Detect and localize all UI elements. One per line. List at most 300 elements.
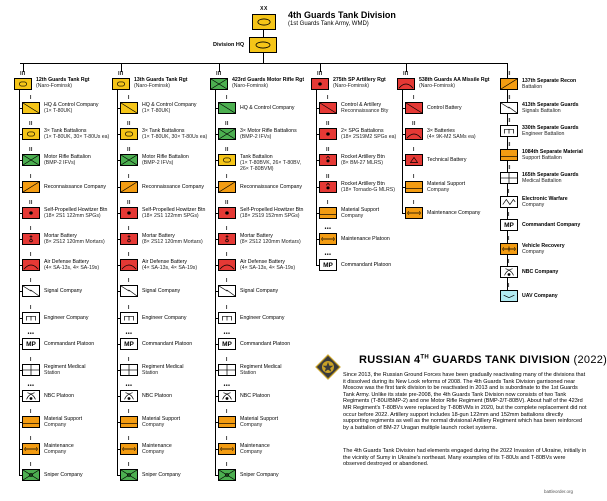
unit-label [240, 315, 284, 321]
unit-symbol-echelon: I [128, 173, 130, 180]
unit-label [427, 128, 476, 140]
unit-symbol-echelon: I [226, 409, 228, 416]
separate-unit-symbol-echelon: I [508, 235, 510, 242]
regiment-title-line1: 538th Guards AA Missile Rgt [419, 77, 490, 83]
separate-unit-label-line2: Company [522, 248, 545, 255]
regiment-title [419, 77, 490, 89]
separate-unit-symbol-echelon: II [507, 94, 511, 101]
unit-label [44, 443, 74, 455]
unit-symbol-echelon: I [128, 304, 130, 311]
regiment-symbol [210, 78, 228, 90]
unit-label [44, 154, 91, 166]
separate-unit-label-line1: NBC Company [522, 269, 559, 275]
unit-label [240, 184, 302, 190]
division-hq-symbol [249, 37, 277, 53]
separate-unit-label [522, 196, 568, 208]
unit-label [44, 393, 74, 399]
separate-unit-label [522, 149, 583, 161]
separate-unit-label-line1: 330th Separate Guards [522, 125, 579, 131]
unit-label-line2: (1× T-80UK, 30× T-80Us ea) [142, 134, 208, 141]
unit-symbol-echelon: ••• [223, 330, 231, 337]
regiment-trunk [215, 90, 216, 475]
regiment-symbol-echelon: III [216, 71, 222, 77]
unit-symbol-echelon: II [225, 147, 229, 154]
unit-label-line2: Station [44, 370, 61, 376]
unit-symbol-echelon: ••• [223, 383, 231, 390]
unit-label-line1: Engineer Company [142, 314, 187, 321]
unit-symbol-echelon: I [30, 357, 32, 363]
unit-label [142, 259, 197, 271]
unit-label-line2: Company [341, 212, 364, 219]
unit-symbol-echelon: II [326, 121, 330, 128]
unit-symbol [405, 207, 423, 219]
unit-label [240, 364, 282, 376]
unit-label-line1: Commandant Platoon [44, 340, 95, 347]
unit-label [44, 233, 105, 245]
unit-symbol [120, 181, 138, 193]
unit-label [341, 154, 385, 166]
separate-unit-label-line1: Commandant Company [522, 222, 581, 228]
regiment-trunk [117, 90, 118, 475]
unit-label-line1: Maintenance [44, 442, 74, 449]
division-symbol [252, 14, 276, 30]
regiment-title [36, 77, 90, 89]
unit-symbol-echelon: I [30, 304, 32, 311]
unit-symbol [120, 285, 138, 297]
unit-symbol-echelon: I [30, 95, 32, 101]
unit-label-line1: Regiment Medical [240, 364, 282, 370]
page-subtitle: (1st Guards Tank Army, WMD) [288, 21, 369, 27]
unit-label-line1: Commandant Platoon [142, 340, 193, 347]
unit-label-line1: Sniper Company [142, 471, 181, 478]
unit-symbol-echelon: I [128, 226, 130, 232]
unit-symbol [319, 259, 337, 271]
separate-unit-symbol-echelon: I [508, 188, 510, 195]
regiment-title-line2: (Naro-Fominsk) [232, 83, 269, 89]
unit-label-line1: Tank Battalion [240, 154, 273, 161]
unit-symbol [120, 443, 138, 455]
unit-label-line2: (8× 2S12 120mm Mortars) [142, 239, 203, 245]
unit-symbol [22, 390, 40, 402]
unit-label [142, 315, 186, 321]
unit-symbol [319, 102, 337, 114]
unit-label-line1: 3× Batteries [427, 128, 455, 135]
unit-symbol-echelon: I [30, 435, 32, 442]
unit-label-line1: Maintenance Platoon [341, 236, 390, 242]
unit-symbol [319, 207, 337, 219]
unit-symbol-echelon: I [30, 461, 32, 468]
unit-label [240, 288, 278, 294]
unit-symbol [319, 233, 337, 245]
separate-unit-symbol [500, 243, 518, 255]
unit-label-line1: Material Support [44, 416, 83, 423]
unit-label-line2: Company [427, 186, 450, 193]
unit-label-line1: NBC Platoon [142, 393, 172, 400]
separate-unit-label-line1: Electronic Warfare [522, 195, 568, 202]
unit-symbol [218, 154, 236, 166]
unit-label [142, 288, 180, 294]
unit-label-line2: Company [142, 422, 165, 429]
unit-label [341, 262, 391, 268]
regiment-title-line1: 275th SP Artillery Rgt [333, 77, 386, 83]
unit-symbol-echelon: II [29, 147, 33, 154]
mp-text: MP [222, 340, 232, 348]
unit-label-line2: (8× 2S12 120mm Mortars) [240, 239, 301, 245]
unit-label [341, 207, 379, 219]
separate-unit-label-line2: Support Battalion [522, 154, 562, 161]
info-title: RUSSIAN 4TH GUARDS TANK DIVISION (2022) [359, 354, 607, 366]
separate-unit-symbol-echelon: II [507, 141, 511, 148]
unit-symbol [22, 259, 40, 271]
unit-label-line1: NBC Platoon [44, 393, 74, 400]
unit-label [142, 393, 172, 399]
unit-label-line1: 3× Tank Battalions [44, 128, 87, 135]
unit-symbol-echelon: I [226, 226, 228, 232]
unit-label-line1: Air Defense Battery [142, 259, 187, 266]
separate-unit-symbol-echelon: I [508, 212, 510, 218]
unit-label-line2: (BMP-2 IFVs) [240, 134, 272, 141]
unit-label-line2: Company [44, 422, 67, 429]
unit-label-line1: Material Support [142, 416, 181, 423]
unit-label-line1: Self-Propelled Howitzer Btn [44, 206, 108, 213]
separate-unit-label-line2: Company [522, 201, 545, 208]
unit-symbol [22, 443, 40, 455]
separate-unit-label-line2: Engineer Battalion [522, 131, 565, 137]
unit-symbol-echelon: I [226, 173, 228, 180]
unit-label-line1: Commandant Platoon [240, 340, 291, 347]
unit-symbol-echelon: ••• [324, 226, 332, 232]
regiment-symbol [311, 78, 329, 90]
unit-label-line2: (8× 2S12 120mm Mortars) [44, 239, 105, 245]
separate-unit-label [522, 269, 558, 275]
unit-label-line1: Material Support [427, 180, 466, 187]
unit-symbol-echelon: I [413, 95, 415, 101]
separate-unit-label-line1: 1084th Separate Material [522, 148, 583, 155]
unit-label-line2: Station [240, 370, 257, 376]
separate-unit-label [522, 222, 580, 228]
unit-label-line2: (8× BM-27 MLRS) [341, 160, 383, 167]
unit-symbol [22, 364, 40, 376]
separate-unit-label-line2: Signals Battalion [522, 107, 561, 114]
regiment-symbol-echelon: III [317, 71, 323, 77]
unit-label [427, 210, 480, 216]
unit-symbol-echelon: I [30, 278, 32, 285]
mp-text: MP [323, 262, 333, 270]
unit-symbol-echelon: I [327, 95, 329, 101]
unit-label-line2: Station [142, 370, 159, 376]
separate-unit-symbol [500, 266, 518, 278]
unit-label [44, 184, 106, 190]
unit-symbol [120, 128, 138, 140]
unit-symbol [22, 181, 40, 193]
unit-label [240, 154, 301, 172]
separate-unit-symbol [500, 125, 518, 137]
unit-label [427, 181, 465, 193]
unit-label-line2: Company [240, 448, 263, 455]
unit-symbol [22, 154, 40, 166]
unit-label-line1: Maintenance Company [427, 209, 481, 216]
separate-unit-label [522, 172, 579, 184]
unit-label [142, 364, 184, 376]
unit-label [44, 102, 99, 114]
separate-unit-symbol [500, 196, 518, 208]
division-echelon-mark: XX [260, 6, 268, 12]
unit-label [240, 128, 297, 140]
unit-label-line1: Rocket Artillery Btn [341, 154, 385, 161]
unit-symbol [22, 102, 40, 114]
regiment-title-line2: (Naro-Fominsk) [36, 83, 73, 89]
info-panel [311, 352, 607, 482]
unit-symbol [218, 338, 236, 350]
regiment-title [333, 77, 386, 89]
unit-label [427, 105, 462, 111]
separate-unit-symbol [500, 78, 518, 90]
unit-symbol-echelon: ••• [125, 330, 133, 337]
regiment-symbol-echelon: III [20, 71, 26, 77]
unit-symbol [120, 416, 138, 428]
separate-unit-label [522, 243, 565, 255]
unit-label-line1: Reconnaissance Company [142, 183, 204, 190]
unit-label-line2: (18× 2S1 122mm SPGs) [142, 212, 199, 219]
unit-symbol-echelon: II [29, 199, 33, 206]
unit-label-line2: (1× T-80UK) [44, 108, 73, 114]
unit-label [240, 443, 270, 455]
division-hq-label: Division HQ [213, 42, 245, 48]
separate-unit-symbol [500, 149, 518, 161]
unit-symbol-echelon: I [413, 147, 415, 154]
unit-symbol [120, 338, 138, 350]
unit-label-line1: Technical Battery [427, 157, 467, 164]
separate-unit-label-line2: Battalion [522, 84, 543, 90]
unit-symbol [319, 154, 337, 166]
regiment-title-line1: 13th Guards Tank Rgt [134, 77, 188, 83]
unit-symbol [405, 102, 423, 114]
unit-symbol [120, 154, 138, 166]
regiment-symbol-echelon: III [118, 71, 124, 77]
separate-unit-label-line1: Vehicle Recovery [522, 242, 565, 249]
unit-label [142, 102, 197, 114]
unit-symbol-echelon: II [225, 121, 229, 128]
unit-label-line2: (4× SA-13s, 4× SA-19s) [240, 265, 296, 272]
unit-symbol [22, 312, 40, 324]
unit-label [142, 128, 207, 140]
unit-label-line2: (4× SA-13s, 4× SA-19s) [142, 265, 198, 272]
unit-label-line2: (BMP-2 IFVs) [142, 160, 174, 167]
separate-unit-label-line2: Medical Battalion [522, 178, 562, 184]
unit-label-line2: (18× 2S19M2 SPGs ea) [341, 134, 397, 141]
unit-label-line1: Regiment Medical [44, 364, 86, 370]
unit-symbol [120, 364, 138, 376]
division-insignia-icon [315, 354, 341, 380]
unit-label-line2: (BMP-2 IFVs) [44, 160, 76, 167]
unit-label [44, 207, 107, 219]
unit-label [240, 341, 290, 347]
unit-symbol-echelon: I [30, 252, 32, 259]
unit-symbol-echelon: II [326, 173, 330, 180]
unit-label-line2: (4× 9K-M2 SAMs ea) [427, 134, 476, 141]
unit-label [44, 259, 99, 271]
unit-label [44, 472, 83, 478]
unit-label-line2: (1× T-80UK) [142, 108, 171, 114]
unit-symbol [218, 443, 236, 455]
unit-symbol-echelon: II [127, 147, 131, 154]
mp-text: MP [26, 340, 36, 348]
unit-symbol-echelon: I [128, 95, 130, 101]
separate-unit-label [522, 125, 579, 137]
separate-unit-symbol-echelon: I [508, 259, 510, 265]
unit-label [240, 259, 295, 271]
separate-unit-label-line1: 413th Separate Guards [522, 101, 579, 108]
regiment-symbol [397, 78, 415, 90]
unit-symbol [405, 181, 423, 193]
unit-label-line1: Signal Company [240, 288, 279, 295]
unit-symbol [405, 154, 423, 166]
unit-symbol [218, 312, 236, 324]
unit-symbol [22, 128, 40, 140]
unit-symbol [218, 390, 236, 402]
unit-symbol [218, 233, 236, 245]
unit-label-line2: (18× 2S19 152mm SPGs) [240, 212, 300, 219]
unit-label-line1: Material Support [240, 416, 279, 423]
unit-symbol-echelon: II [127, 121, 131, 128]
connector [263, 30, 264, 37]
unit-symbol-echelon: II [29, 121, 33, 128]
unit-label [142, 154, 189, 166]
separate-unit-symbol-echelon: II [507, 165, 511, 171]
unit-label [341, 236, 390, 242]
regiment-title-line2: (Naro-Fominsk) [419, 83, 456, 89]
unit-symbol-echelon: I [128, 357, 130, 363]
unit-symbol-echelon: ••• [27, 383, 35, 390]
unit-symbol [218, 128, 236, 140]
unit-symbol [120, 259, 138, 271]
unit-symbol-echelon: I [226, 252, 228, 259]
credit-text: battleorder.org [544, 489, 574, 494]
separate-unit-symbol [500, 219, 518, 231]
mp-text: MP [124, 340, 134, 348]
unit-symbol [120, 102, 138, 114]
unit-label-line2: (18× Tornado-G MLRS) [341, 186, 395, 193]
unit-symbol-echelon: I [128, 435, 130, 442]
unit-label [240, 416, 278, 428]
regiment-symbol-echelon: III [403, 71, 409, 77]
unit-label-line1: Control Battery [427, 105, 462, 111]
unit-symbol-echelon: I [30, 173, 32, 180]
unit-label-line1: Self-Propelled Howitzer Btn [142, 206, 206, 213]
unit-symbol [120, 312, 138, 324]
unit-label [142, 341, 192, 347]
unit-label-line1: NBC Platoon [240, 393, 270, 400]
unit-label [142, 233, 203, 245]
separate-unit-symbol [500, 172, 518, 184]
unit-symbol-echelon: I [226, 304, 228, 311]
unit-label-line1: Signal Company [44, 288, 83, 295]
unit-symbol-echelon: I [226, 95, 228, 101]
unit-label-line1: Self-Propelled Howitzer Btn [240, 206, 304, 213]
regiment-title-line2: (Naro-Fominsk) [333, 83, 370, 89]
unit-symbol [120, 469, 138, 481]
unit-label-line1: Mortar Battery [142, 233, 175, 239]
unit-symbol-echelon: ••• [125, 383, 133, 390]
info-paragraph-2: The 4th Guards Tank Division had elements engaged during the 2022 Invasion of Ukraine, initially in the vicinity of Sumy in Ukraine's northeast. Many examples of its T-80Us and T-80BVs were observed destroyed or abandoned. [343, 448, 587, 468]
unit-label-line1: Signal Company [142, 288, 181, 295]
unit-symbol [319, 128, 337, 140]
unit-label [240, 233, 301, 245]
unit-symbol [218, 207, 236, 219]
unit-symbol [120, 233, 138, 245]
unit-symbol [218, 181, 236, 193]
unit-label [341, 181, 395, 193]
unit-symbol [218, 416, 236, 428]
unit-label [44, 288, 82, 294]
unit-symbol-echelon: I [30, 409, 32, 416]
unit-symbol [218, 102, 236, 114]
unit-symbol-echelon: I [226, 278, 228, 285]
unit-symbol [120, 390, 138, 402]
unit-label [142, 443, 172, 455]
unit-symbol-echelon: I [226, 357, 228, 363]
unit-label-line1: Mortar Battery [44, 233, 77, 239]
unit-symbol-echelon: I [128, 409, 130, 416]
unit-label-line3: 26× T-80BVM) [240, 166, 274, 173]
unit-label [427, 157, 467, 163]
unit-symbol [218, 469, 236, 481]
unit-label-line2: (1× T-80BVK, 26× T-80BV, [240, 160, 302, 167]
unit-label-line2: (4× SA-13s, 4× SA-19s) [44, 265, 100, 272]
unit-label [44, 416, 82, 428]
unit-label [44, 364, 86, 376]
unit-label-line1: Engineer Company [240, 314, 285, 321]
unit-label-line1: Air Defense Battery [240, 259, 285, 266]
unit-symbol [22, 233, 40, 245]
division-branch-line [20, 63, 507, 64]
unit-symbol [405, 128, 423, 140]
unit-label [240, 393, 270, 399]
unit-symbol-echelon: II [412, 121, 416, 128]
unit-symbol-echelon: II [326, 147, 330, 154]
unit-label-line2: Company [142, 448, 165, 455]
unit-symbol [22, 469, 40, 481]
unit-symbol [218, 364, 236, 376]
separate-unit-label [522, 293, 558, 299]
unit-label-line1: Sniper Company [240, 471, 279, 478]
unit-label-line1: 3× Tank Battalions [142, 128, 185, 135]
separate-unit-label [522, 78, 576, 90]
unit-label [44, 128, 109, 140]
separate-unit-symbol-echelon: II [507, 118, 511, 124]
unit-label-line1: Motor Rifle Battalion [142, 154, 189, 161]
unit-symbol [218, 259, 236, 271]
unit-symbol-echelon: I [226, 461, 228, 468]
regiment-symbol [112, 78, 130, 90]
unit-symbol-echelon: I [128, 252, 130, 259]
unit-symbol-echelon: I [413, 173, 415, 180]
separate-unit-label-line1: 137th Separate Recon [522, 78, 577, 84]
unit-symbol-echelon: I [413, 199, 415, 206]
unit-label-line1: Commandant Platoon [341, 262, 392, 269]
regiment-symbol [14, 78, 32, 90]
separate-unit-symbol-echelon: I [508, 282, 510, 289]
unit-label-line1: HQ & Control Company [240, 105, 295, 111]
unit-symbol-echelon: I [128, 461, 130, 468]
unit-label-line1: 2× SPG Battalions [341, 128, 384, 135]
connector [263, 53, 264, 63]
unit-label-line2: Company [240, 422, 263, 429]
unit-symbol-echelon: ••• [324, 252, 332, 259]
unit-symbol-echelon: ••• [27, 330, 35, 337]
unit-label [44, 315, 88, 321]
unit-label [142, 472, 181, 478]
